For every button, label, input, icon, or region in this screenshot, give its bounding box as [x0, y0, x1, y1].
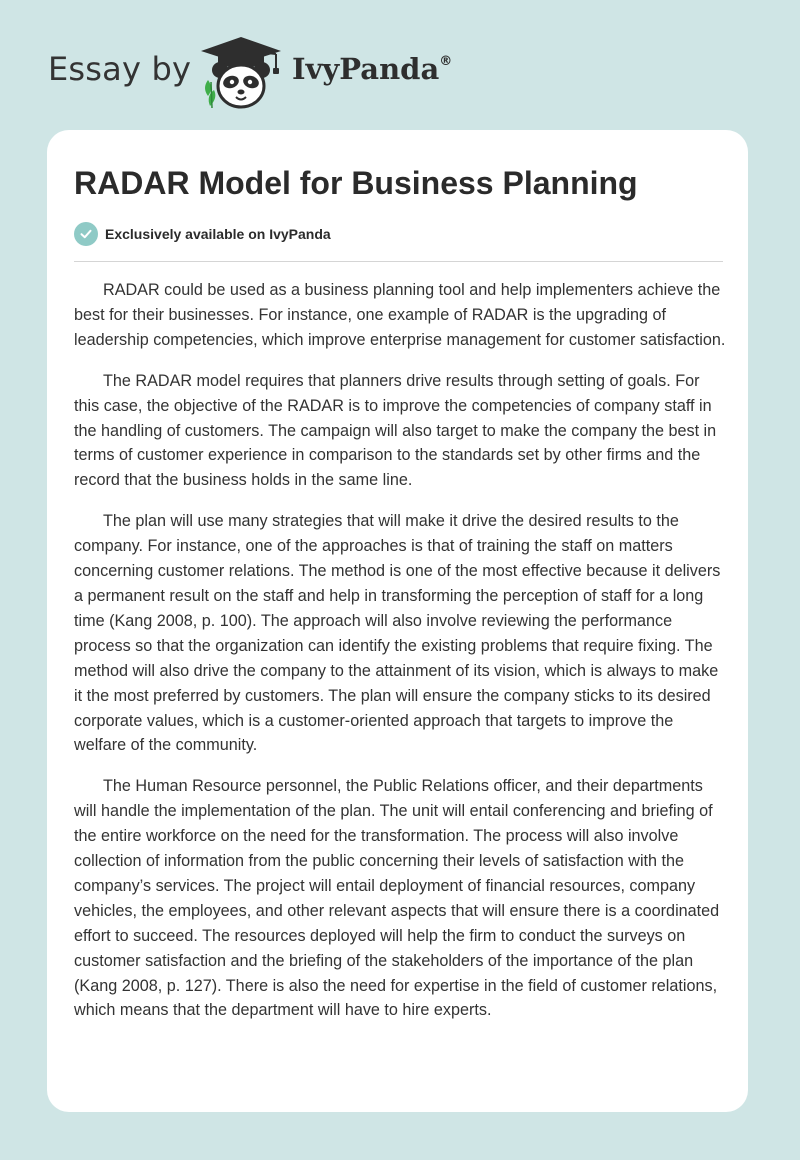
brand-name-text: IvyPanda	[292, 52, 440, 86]
check-icon	[74, 222, 98, 246]
ivypanda-wordmark[interactable]	[292, 52, 452, 86]
panda-graduate-icon	[200, 36, 282, 110]
paragraph: RADAR could be used as a business planning tool and help implementers achieve the best for their businesses. For instance, one example of RADAR is the upgrading of leadership competencies, which improve enterprise management for customer satisfaction.	[74, 281, 726, 349]
essay-card	[47, 130, 748, 1112]
exclusive-badge	[74, 222, 331, 246]
essay-body	[74, 278, 726, 1039]
paragraph: The plan will use many strategies that will make it drive the desired results to the company. For instance, one of the approaches is that of training the staff on matters concerning customer relations. The method is one of the most effective because it delivers a permanent result on the staff and help in transforming the perception of staff for a long time (Kang 2008, p. 100). The approach will also involve reviewing the performance process so that the organization can identify the existing problems that require fixing. The method will also drive the company to the attainment of its vision, which is always to make it the most preferred by customers. The plan will ensure the company sticks to its desired corporate values, which is a customer-oriented approach that targets to improve the welfare of the community.	[74, 512, 721, 755]
page-title: RADAR Model for Business Planning	[74, 165, 638, 201]
exclusive-badge-label: Exclusively available on IvyPanda	[105, 226, 331, 242]
divider	[74, 261, 723, 262]
ivypanda-logo[interactable]	[200, 36, 282, 110]
registered-mark: ®	[439, 54, 453, 69]
essay-by-label: Essay by	[48, 50, 192, 88]
paragraph: The RADAR model requires that planners drive results through setting of goals. For this case, the objective of the RADAR is to improve the competencies of company staff in the handling of customers. The campaign will also target to make the company the best in terms of customer experience in comparison to the standards set by other firms and the record that the business holds in the same line.	[74, 371, 717, 490]
site-header	[0, 0, 800, 130]
paragraph: The Human Resource personnel, the Public Relations officer, and their departments will handle the implementation of the plan. The unit will entail conferencing and briefing of the entire workforce on the need for the transformation. The process will also involve collection of information from the public concerning their levels of satisfaction with the company’s services. The project will entail deployment of financial resources, company vehicles, the employees, and other relevant aspects that will ensure there is a coordinated effort to succeed. The resources deployed will help the firm to conduct the surveys on customer satisfaction and the briefing of the stakeholders of the importance of the plan (Kang 2008, p. 127). There is also the need for expertise in the field of customer relations, which means that the department will have to hire experts.	[74, 777, 720, 1020]
